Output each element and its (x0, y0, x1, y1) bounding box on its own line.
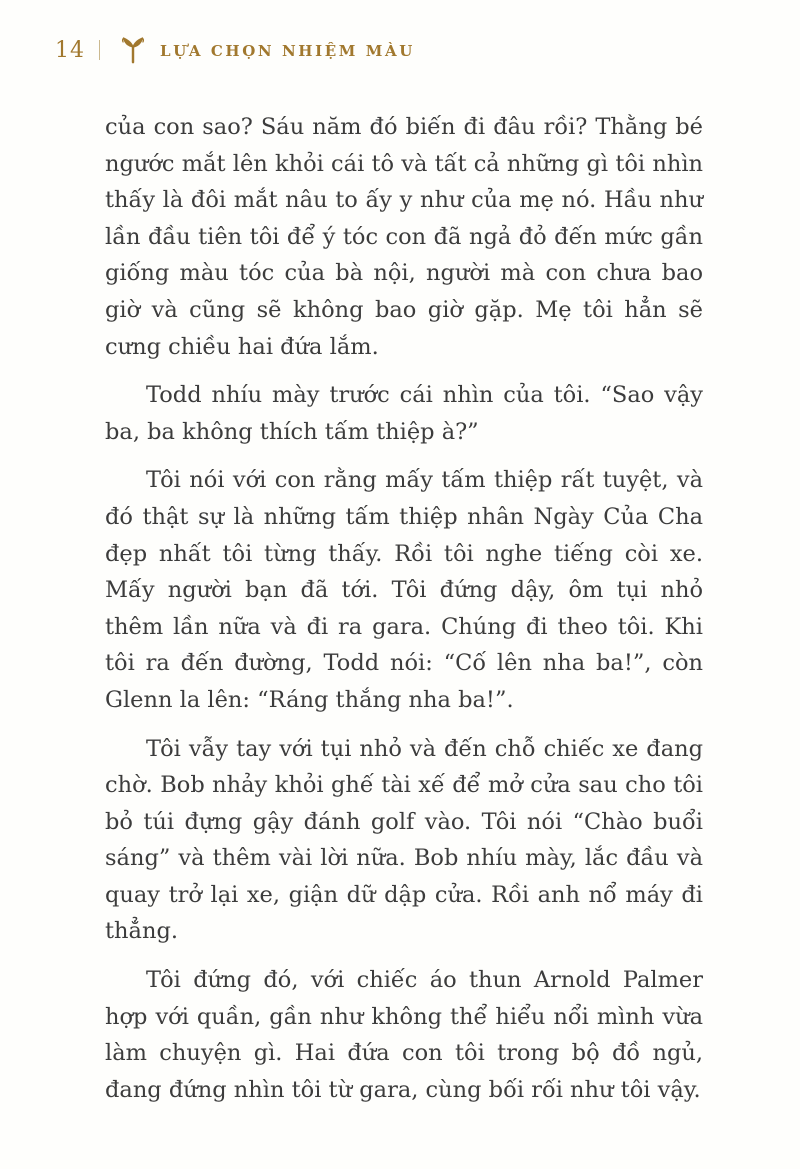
book-title: LỰA CHỌN NHIỆM MÀU (160, 42, 415, 60)
brand-antler-icon (118, 35, 148, 65)
page-header (55, 33, 703, 67)
paragraph: của con sao? Sáu năm đó biến đi đâu rồi? Thằng bé ngước mắt lên khỏi cái tô và tất cả những gì tôi nhìn thấy là đôi mắt nâu to ấy y như của mẹ nó. Hầu như lần đầu tiên tôi để ý tóc con đã ngả đỏ đến mức gần giống màu tóc của bà nội, người mà con chưa bao giờ và cũng sẽ không bao giờ gặp. Mẹ tôi hẳn sẽ cưng chiều hai đứa lắm. (105, 114, 703, 360)
page-body (105, 109, 703, 1108)
paragraph: Todd nhíu mày trước cái nhìn của tôi. “Sao vậy ba, ba không thích tấm thiệp à?” (105, 382, 703, 445)
page-number: 14 (55, 37, 85, 63)
paragraph: Tôi nói với con rằng mấy tấm thiệp rất tuyệt, và đó thật sự là những tấm thiệp nhân Ngày Của Cha đẹp nhất tôi từng thấy. Rồi tôi nghe tiếng còi xe. Mấy người bạn đã tới. Tôi đứng dậy, ôm tụi nhỏ thêm lần nữa và đi ra gara. Chúng đi theo tôi. Khi tôi ra đến đường, Todd nói: “Cố lên nha ba!”, còn Glenn la lên: “Ráng thắng nha ba!”. (105, 467, 703, 713)
header-divider (99, 40, 100, 60)
paragraph: Tôi đứng đó, với chiếc áo thun Arnold Palmer hợp với quần, gần như không thể hiểu nổi mình vừa làm chuyện gì. Hai đứa con tôi trong bộ đồ ngủ, đang đứng nhìn tôi từ gara, cùng bối rối như tôi vậy. (105, 967, 703, 1103)
paragraph: Tôi vẫy tay với tụi nhỏ và đến chỗ chiếc xe đang chờ. Bob nhảy khỏi ghế tài xế để mở cửa sau cho tôi bỏ túi đựng gậy đánh golf vào. Tôi nói “Chào buổi sáng” và thêm vài lời nữa. Bob nhíu mày, lắc đầu và quay trở lại xe, giận dữ dập cửa. Rồi anh nổ máy đi thẳng. (105, 735, 703, 945)
